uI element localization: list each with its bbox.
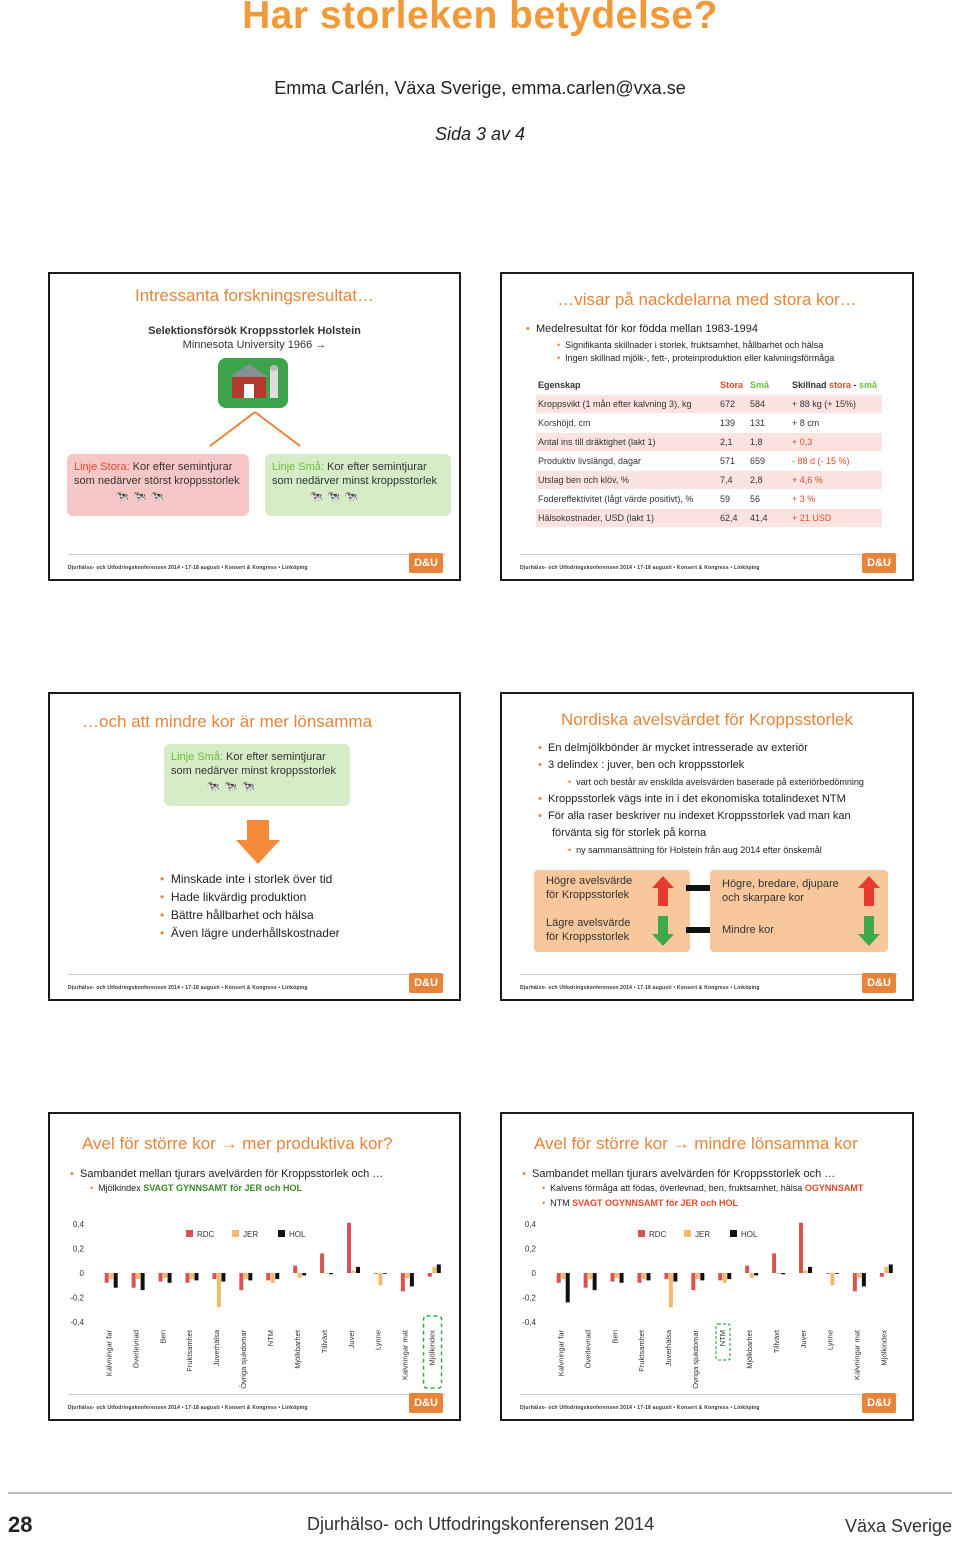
slide-footer: Djurhälso- och Utfodringskonferensen 2014 • 17-18 augusti • Konsert & Kongress • Linköping <box>520 1405 760 1411</box>
slide-4 <box>500 692 914 1001</box>
y-tick-label: 0 <box>79 1269 84 1278</box>
category-label: Mjölkbarhet <box>744 1330 754 1369</box>
table-row: Antal ins till dräktighet (lakt 1) 2,1 1,8 + 0,3 <box>536 433 882 451</box>
bar-hol <box>889 1264 893 1273</box>
category-label: Överlevnad <box>131 1330 141 1369</box>
bar-hol <box>248 1273 252 1280</box>
up-arrow-icon <box>652 876 674 906</box>
bar-rdc <box>212 1273 216 1279</box>
bar-jer <box>378 1273 382 1285</box>
y-tick-label: -0,2 <box>522 1293 536 1303</box>
cow-icons: 🐄🐄🐄 <box>309 491 363 503</box>
legend-swatch <box>684 1230 691 1237</box>
category-label: Övriga sjukdomar <box>239 1330 249 1389</box>
y-tick-label: 0,4 <box>72 1220 84 1229</box>
bar-hol <box>835 1273 839 1274</box>
category-label: Juver <box>346 1330 356 1349</box>
y-tick-label: 0,2 <box>524 1244 536 1254</box>
y-tick-label: 0 <box>531 1269 536 1278</box>
bar-rdc <box>772 1253 776 1273</box>
bar-rdc <box>374 1273 378 1274</box>
bar-jer <box>804 1271 808 1273</box>
category-label: Kalvningar far <box>556 1330 566 1377</box>
footer-page-number: 28 <box>8 1512 33 1537</box>
line-small-label: Linje Små: <box>272 461 324 473</box>
bar-jer <box>271 1273 275 1283</box>
bar-hol <box>808 1267 812 1273</box>
slide-footer: Djurhälso- och Utfodringskonferensen 2014 • 17-18 augusti • Konsert & Kongress • Linköping <box>68 565 308 571</box>
slide-2-title: …visar på nackdelarna med stora kor… <box>557 290 857 309</box>
category-label: Fruktsamhet <box>185 1330 195 1372</box>
category-label: Tillväxt <box>319 1330 329 1354</box>
category-label: Juverhälsa <box>212 1330 222 1367</box>
bar-jer <box>750 1273 754 1278</box>
category-label: Ben <box>158 1330 168 1344</box>
bar-jer <box>109 1273 113 1279</box>
bar-jer <box>615 1273 619 1278</box>
bar-rdc <box>718 1273 722 1280</box>
bar-rdc <box>637 1273 641 1283</box>
du-logo: D&U <box>862 973 896 993</box>
bar-jer <box>298 1273 302 1278</box>
bar-jer <box>696 1273 700 1279</box>
line-large-box: Linje Stora: Kor efter semintjurar som nedärver störst kroppsstorlek 🐄🐄🐄 <box>67 454 249 516</box>
slide-footer: Djurhälso- och Utfodringskonferensen 2014 • 17-18 augusti • Konsert & Kongress • Linköping <box>68 1405 308 1411</box>
down-arrow-icon <box>858 916 880 946</box>
bar-hol <box>727 1273 731 1279</box>
legend-swatch <box>186 1230 193 1237</box>
bar-rdc <box>132 1273 136 1288</box>
barn-icon <box>218 358 288 408</box>
bar-rdc <box>347 1223 351 1273</box>
bar-jer <box>642 1273 646 1279</box>
category-label: Lynne <box>825 1330 835 1351</box>
slide-6: Avel för större kor → mindre lönsamma kor • Sambandet mellan tjurars avelvärden för Kroppsstorlek och … • Kalvens förmåga att födas, överlevnad, ben, fruktsamhet, hälsa OGYNNSAMT • NTM SVAGT OGYNNSAMT för JER och HOL 0,4 0,2 0 -0,2 -0,4 RDC JER HOL Kalvningar far Överlevnad Ben Fruktsamhet Juverhälsa Övriga sjukdomar NTM Mjölkbarhet Tillväxt Juver Lynne Kalvningar mat Mjölkindex Djurhälso- och Utfodringskonferensen 2014 • 17-18 augusti • Konsert & Kongress • Linköping D&U <box>500 1112 914 1421</box>
table-row: Hälsokostnader, USD (lakt 1) 62,4 41,4 + 21 USD <box>536 509 882 527</box>
du-logo: D&U <box>409 973 443 993</box>
slide-1-title: Intressanta forskningsresultat… <box>134 286 375 305</box>
category-label: Lynne <box>373 1330 383 1351</box>
author-line: Emma Carlén, Växa Sverige, emma.carlen@vxa.se <box>274 78 686 98</box>
category-label: NTM <box>718 1330 727 1347</box>
bar-hol <box>754 1273 758 1275</box>
slide-footer: Djurhälso- och Utfodringskonferensen 2014 • 17-18 augusti • Konsert & Kongress • Linköping <box>68 985 308 991</box>
slide-1-subtitle: Selektionsförsök Kroppsstorlek Holstein <box>148 325 361 337</box>
slide-2-bullet: Medelresultat för kor födda mellan 1983-1994 <box>535 323 758 335</box>
bar-rdc <box>159 1273 163 1282</box>
slide-4-bullets: • En delmjölkbönder är mycket intresserade av exteriör • 3 delindex : juver, ben och kroppsstorlek • vart och består av enskilda avelsvärden baserade på exteriörbedömning • Kroppsstorlek vägs inte in i det ekonomiska totalindexet NTM • För alla raser beskriver nu indexet Kroppsstorlek vad man kan förvänta sig för storlek på korna • ny sammansättning för Holstein från aug 2014 efter önskemål <box>538 742 864 855</box>
bar-jer <box>163 1273 167 1278</box>
category-label: NTM <box>266 1330 275 1347</box>
down-arrow-icon <box>236 820 280 864</box>
bar-rdc <box>293 1266 297 1273</box>
slide-2: …visar på nackdelarna med stora kor… • Medelresultat för kor födda mellan 1983-1994 • Signifikanta skillnader i storlek, fruktsamhet, hållbarhet och hälsa • Ingen skillnad mjölk-, fett-, proteinproduktion eller kalvningsförmåga Egenskap Stora Små Skillnad stora - små Kroppsvikt (1 mån efter kalvning 3), kg 672 584 + 88 kg (+ 15%) Korshöjd, cm 139 131 + 8 cm Antal ins till dräktighet (lakt 1) 2,1 1,8 + 0,3 Produktiv livslängd, dagar 571 659 - 88 d (- 15 %) Utslag ben och klöv, % 7,4 2,8 + 4,6 % Fodereffektivitet (lågt värde positivt), % 59 56 + 3 % Hälsokostnader, USD (lakt 1) 62,4 41,4 + 21 USD Djurhälso- och Utfodringskonferensen 2014 • 17-18 augusti • Konsert & Kongress • Linköping D&U <box>500 272 914 581</box>
bar-chart <box>56 1210 456 1394</box>
legend-swatch <box>232 1230 239 1237</box>
bar-rdc <box>239 1273 243 1290</box>
slide-footer: Djurhälso- och Utfodringskonferensen 2014 • 17-18 augusti • Konsert & Kongress • Linköping <box>520 985 760 991</box>
bar-hol <box>673 1273 677 1282</box>
page-number: Sida 3 av 4 <box>434 124 526 144</box>
slide-3 <box>48 692 461 1001</box>
slide-5: Avel för större kor → mer produktiva kor? • Sambandet mellan tjurars avelvärden för Kroppsstorlek och … • Mjölkindex SVAGT GYNNSAMT för JER och HOL 0,4 0,2 0 -0,2 -0,4 RDC JER HOL Kalvningar far Överlevnad Ben Fruktsamhet Juverhälsa Övriga sjukdomar NTM Mjölkbarhet Tillväxt Juver Lynne Kalvningar mat Mjölkindex Djurhälso- och Utfodringskonferensen 2014 • 17-18 augusti • Konsert & Kongress • Linköping D&U <box>48 1112 461 1421</box>
down-arrow-icon <box>652 916 674 946</box>
legend-swatch <box>730 1230 737 1237</box>
bar-jer <box>588 1273 592 1279</box>
table-row: Utslag ben och klöv, % 7,4 2,8 + 4,6 % <box>536 471 882 489</box>
bar-hol <box>356 1267 360 1273</box>
bar-hol <box>593 1273 597 1290</box>
bar-jer <box>244 1273 248 1279</box>
bar-jer <box>325 1273 329 1274</box>
legend-swatch <box>638 1230 645 1237</box>
table-row: Korshöjd, cm 139 131 + 8 cm <box>538 418 820 428</box>
bar-jer <box>669 1273 673 1307</box>
slide-1-subtitle-2: Minnesota University 1966 → <box>182 339 327 351</box>
du-logo: D&U <box>862 553 896 573</box>
bar-rdc <box>266 1273 270 1280</box>
bar-hol <box>410 1273 414 1286</box>
footer-divider <box>8 1492 952 1494</box>
cow-icons: 🐄🐄🐄 <box>115 491 169 503</box>
category-label: Övriga sjukdomar <box>691 1330 701 1389</box>
bar-hol <box>275 1273 279 1279</box>
category-label: Mjölkbarhet <box>292 1330 302 1369</box>
bar-jer <box>884 1267 888 1273</box>
results-table <box>536 376 882 526</box>
slide-1 <box>48 272 461 581</box>
legend-label: JER <box>695 1230 711 1239</box>
bar-rdc <box>320 1253 324 1273</box>
bar-jer <box>136 1273 140 1279</box>
bar-hol <box>566 1273 570 1302</box>
y-tick-label: -0,4 <box>70 1318 84 1327</box>
bar-hol <box>781 1273 785 1274</box>
bar-rdc <box>428 1273 432 1277</box>
du-logo: D&U <box>862 1393 896 1413</box>
category-label: Juverhälsa <box>664 1330 674 1367</box>
category-label: Mjölkindex <box>879 1330 889 1366</box>
bar-rdc <box>826 1273 830 1274</box>
bar-jer <box>432 1267 436 1273</box>
bar-rdc <box>799 1223 803 1273</box>
bar-jer <box>830 1273 834 1285</box>
cow-icons: 🐄🐄🐄 <box>206 781 260 793</box>
bar-rdc <box>584 1273 588 1288</box>
bar-hol <box>437 1264 441 1273</box>
footer-conference: Djurhälso- och Utfodringskonferensen 2014 <box>307 1514 655 1534</box>
bar-hol <box>620 1273 624 1283</box>
legend-label: JER <box>243 1230 259 1239</box>
branch-lines <box>200 410 310 450</box>
legend-label: HOL <box>289 1230 306 1239</box>
bar-jer <box>352 1271 356 1273</box>
y-tick-label: -0,4 <box>522 1318 536 1327</box>
legend-label: RDC <box>649 1230 667 1239</box>
slide-3-bullets: • Minskade inte i storlek över tid • Hade likvärdig produktion • Bättre hållbarhet och hälsa • Även lägre underhållskostnader <box>160 872 340 940</box>
footer-org: Växa Sverige <box>844 1516 952 1536</box>
category-label: Tillväxt <box>771 1330 781 1354</box>
table-row: Produktiv livslängd, dagar 571 659 - 88 d (- 15 %) <box>538 456 850 466</box>
bar-chart <box>508 1210 908 1394</box>
bar-rdc <box>745 1266 749 1273</box>
bar-rdc <box>853 1273 857 1291</box>
bar-jer <box>217 1273 221 1307</box>
bar-jer <box>190 1273 194 1279</box>
slide-5-title: Avel för större kor → mer produktiva kor? <box>82 1134 393 1153</box>
bar-hol <box>329 1273 333 1274</box>
category-label: Kalvningar mat <box>400 1330 410 1381</box>
table-row: Kroppsvikt (1 mån efter kalvning 3), kg 672 584 + 88 kg (+ 15%) <box>536 395 882 413</box>
slide-6-title: Avel för större kor → mindre lönsamma kor <box>534 1134 858 1153</box>
category-label: Kalvningar mat <box>852 1330 862 1381</box>
bar-hol <box>302 1273 306 1275</box>
result-box: Högre, bredare, djupare och skarpare kor Mindre kor <box>710 870 888 952</box>
slide-3-title: …och att mindre kor är mer lönsamma <box>82 712 373 731</box>
category-label: Mjölkindex <box>427 1330 437 1366</box>
bar-rdc <box>185 1273 189 1283</box>
y-tick-label: -0,2 <box>70 1293 84 1303</box>
line-large-label: Linje Stora: <box>74 461 130 473</box>
bar-jer <box>723 1273 727 1283</box>
line-small-box: Linje Små: Kor efter semintjurar som nedärver minst kroppsstorlek 🐄🐄🐄 <box>164 744 350 806</box>
bar-hol <box>194 1273 198 1280</box>
breeding-value-box: Högre avelsvärde för Kroppsstorlek Lägre avelsvärde för Kroppsstorlek <box>534 870 690 952</box>
bar-rdc <box>105 1273 109 1283</box>
table-header: Egenskap Stora Små Skillnad stora - små <box>538 380 878 390</box>
bar-hol <box>646 1273 650 1280</box>
up-arrow-icon <box>858 876 880 906</box>
bar-hol <box>114 1273 118 1288</box>
slide-4-title: Nordiska avelsvärdet för Kroppsstorlek <box>561 710 853 729</box>
du-logo: D&U <box>409 1393 443 1413</box>
y-tick-label: 0,4 <box>524 1220 536 1229</box>
bar-rdc <box>880 1273 884 1277</box>
legend-label: HOL <box>741 1230 758 1239</box>
category-label: Kalvningar far <box>104 1330 114 1377</box>
bar-hol <box>700 1273 704 1280</box>
du-logo: D&U <box>409 553 443 573</box>
bar-hol <box>862 1273 866 1286</box>
category-label: Juver <box>798 1330 808 1349</box>
bar-rdc <box>557 1273 561 1283</box>
page-title: Har storleken betydelse? <box>242 0 718 37</box>
bar-rdc <box>401 1273 405 1291</box>
bar-jer <box>561 1273 565 1279</box>
bar-rdc <box>664 1273 668 1279</box>
bar-jer <box>405 1273 409 1278</box>
slide-footer: Djurhälso- och Utfodringskonferensen 2014 • 17-18 augusti • Konsert & Kongress • Linköping <box>520 565 760 571</box>
category-label: Överlevnad <box>583 1330 593 1369</box>
category-label: Fruktsamhet <box>637 1330 647 1372</box>
bar-hol <box>383 1273 387 1274</box>
table-row: Fodereffektivitet (lågt värde positivt), % 59 56 + 3 % <box>538 494 816 504</box>
bar-rdc <box>691 1273 695 1290</box>
category-label: Ben <box>610 1330 620 1344</box>
bar-hol <box>141 1273 145 1290</box>
bar-jer <box>777 1273 781 1274</box>
bar-hol <box>168 1273 172 1283</box>
line-small-box: Linje Små: Kor efter semintjurar som nedärver minst kroppsstorlek 🐄🐄🐄 <box>265 454 451 516</box>
legend-label: RDC <box>197 1230 215 1239</box>
bar-rdc <box>611 1273 615 1282</box>
bar-jer <box>857 1273 861 1278</box>
y-tick-label: 0,2 <box>72 1244 84 1254</box>
legend-swatch <box>278 1230 285 1237</box>
bar-hol <box>221 1273 225 1282</box>
